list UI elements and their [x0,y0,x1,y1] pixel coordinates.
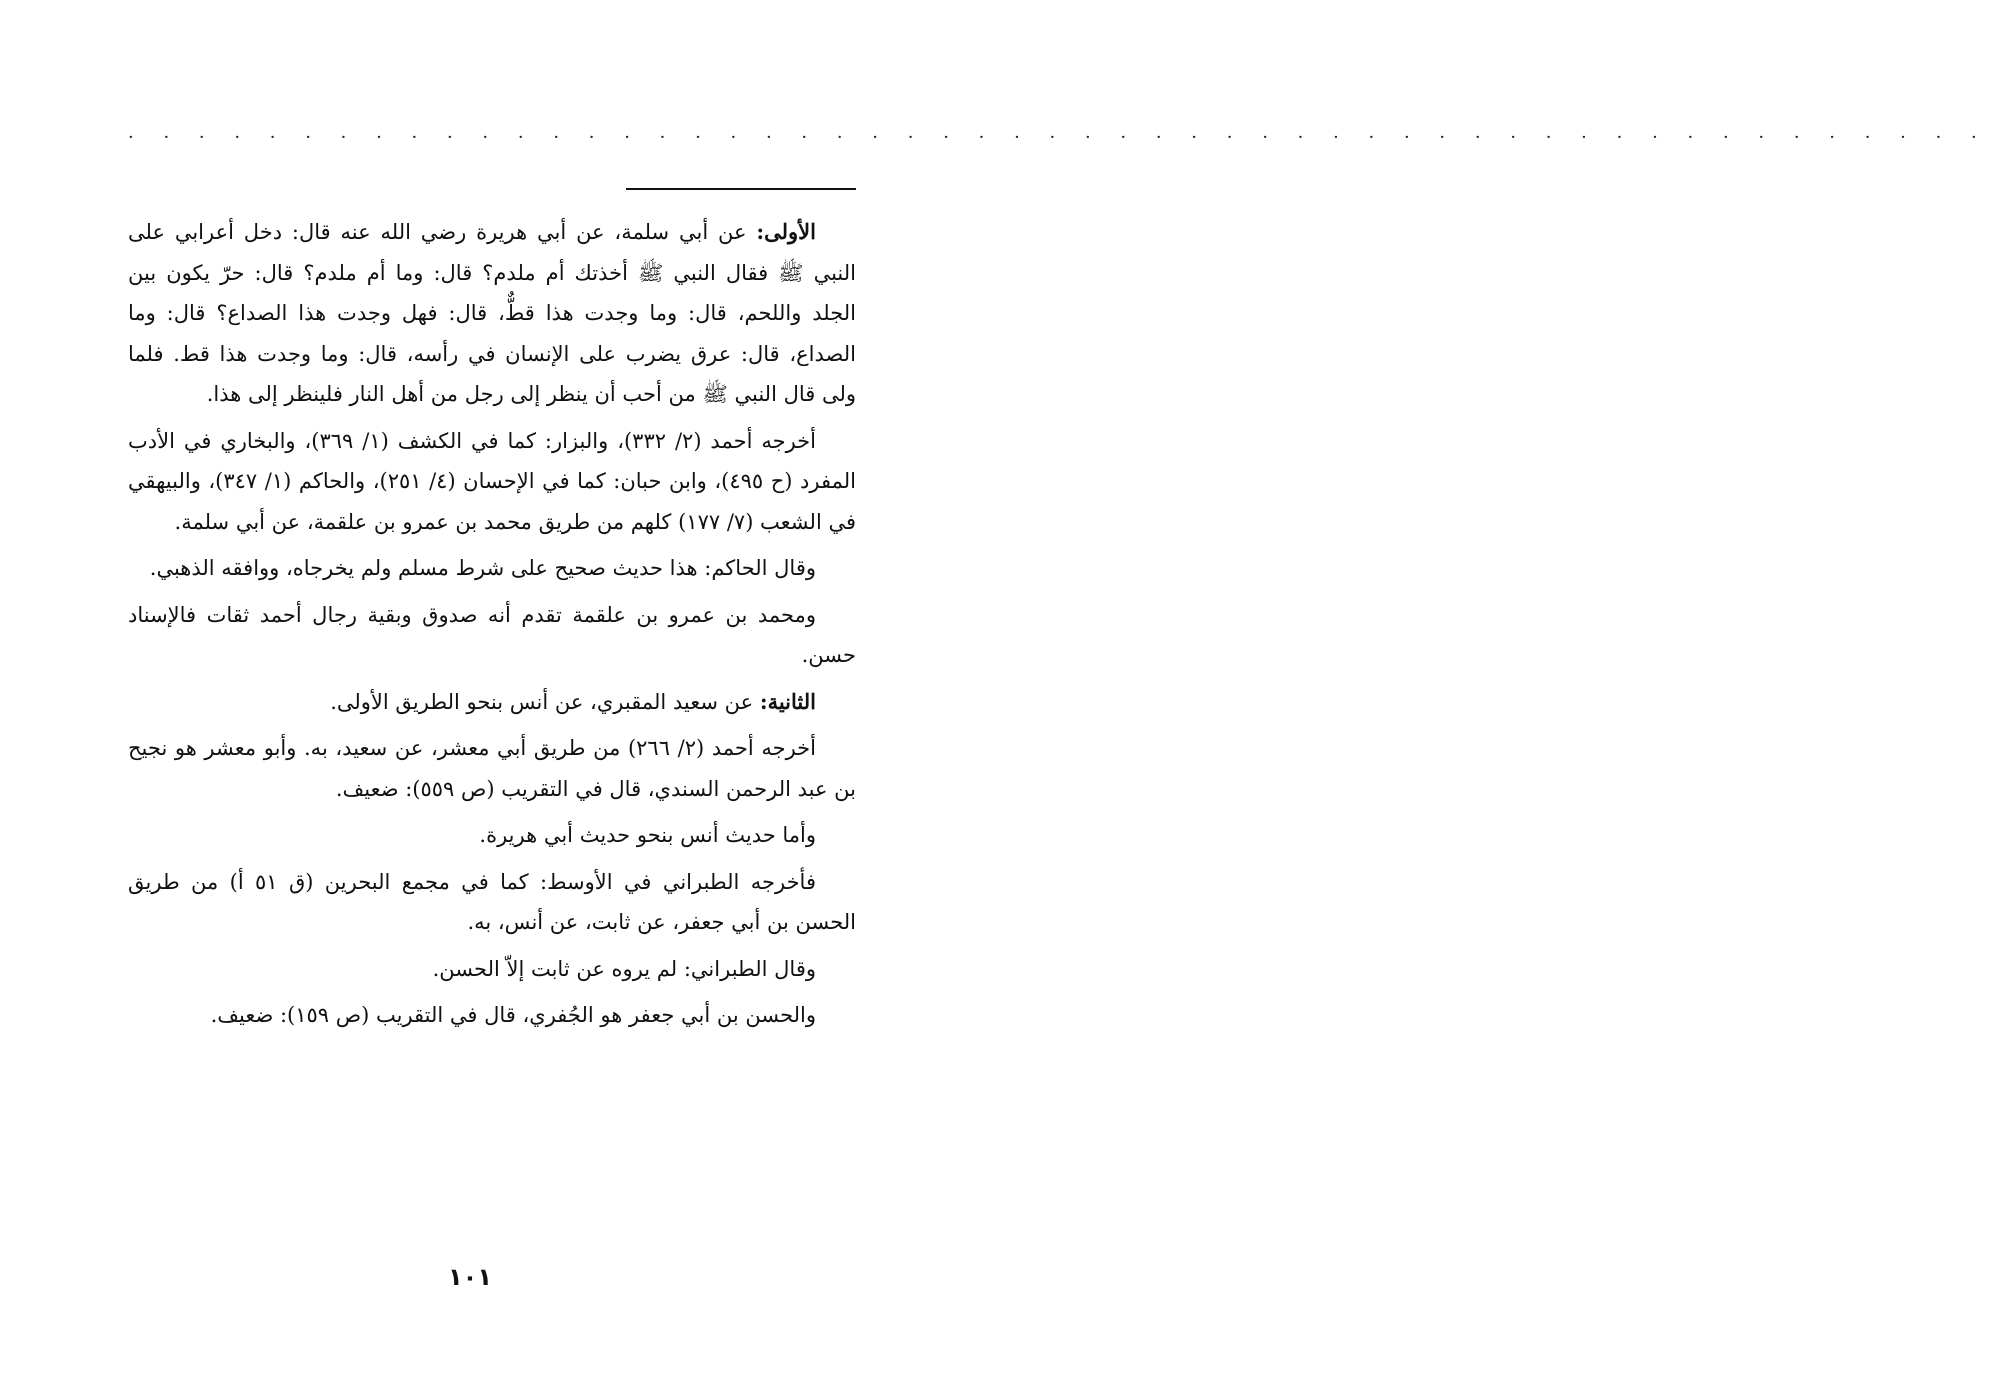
paragraph-isnad-judgement: ومحمد بن عمرو بن علقمة تقدم أنه صدوق وبقية رجال أحمد ثقات فالإسناد حسن. [128,602,856,667]
paragraph-tabarani-quote: وقال الطبراني: لم يروه عن ثابت إلاّ الحسن. [432,956,816,981]
page-number: ١٠١ [448,1263,492,1291]
paragraph-anas-hadith: وأما حديث أنس بنحو حديث أبي هريرة. [479,823,816,847]
first-route-label: الأولى: [756,219,816,244]
paragraph-second-route [128,682,856,723]
paragraph-takhrij-ahmad: أخرجه أحمد (٢/ ٣٣٢)، والبزار: كما في الكشف (١/ ٣٦٩)، والبخاري في الأدب المفرد (ح ٤٩٥)، وابن حبان: كما في الإحسان (٤/ ٢٥١)، والحاكم (١/ ٣٤٧)، والبيهقي في الشعب (٧/ ١٧٧) كلهم من طريق محمد بن عمرو بن علقمة، عن أبي سلمة. [128,428,856,534]
paragraph-first-route [128,212,856,415]
footnote-rule [626,188,856,190]
second-route-text: عن سعيد المقبري، عن أنس بنحو الطريق الأولى. [330,689,760,714]
paragraph-hakim-grading: وقال الحاكم: هذا حديث صحيح على شرط مسلم ولم يخرجاه، ووافقه الذهبي. [149,556,816,580]
paragraph-abu-mashar: أخرجه أحمد (٢/ ٢٦٦) من طريق أبي معشر، عن سعيد، به. وأبو معشر هو نجيح بن عبد الرحمن السندي، قال في التقريب (ص ٥٥٩): ضعيف. [128,736,856,801]
footnote-text [128,212,856,1042]
paragraph-hasan-jufri: والحسن بن أبي جعفر هو الجُفري، قال في التقريب (ص ١٥٩): ضعيف. [210,1003,816,1027]
dotted-separator: · · · · · · · · · · · · · · · · · · · · · · · · · · · · · · · · · · · · · · · · · · · · · · · · · · · · · [128,127,1989,148]
first-route-text: عن أبي سلمة، عن أبي هريرة رضي الله عنه قال: دخل أعرابي على النبي ﷺ فقال النبي ﷺ أخذتك أم ملدم؟ قال: وما أم ملدم؟ قال: حرّ يكون بين الجلد واللحم، قال: وما وجدت هذا قطٌّ، قال: فهل وجدت هذا الصداع؟ قال: وما الصداع، قال: عرق يضرب على الإنسان في رأسه، قال: وما وجدت هذا قط. فلما ولى قال النبي ﷺ من أحب أن ينظر إلى رجل من أهل النار فلينظر إلى هذا. [128,220,856,406]
second-route-label: الثانية: [759,688,816,714]
paragraph-tabarani: فأخرجه الطبراني في الأوسط: كما في مجمع البحرين (ق ٥١ أ) من طريق الحسن بن أبي جعفر، عن ثابت، عن أنس، به. [128,869,856,934]
